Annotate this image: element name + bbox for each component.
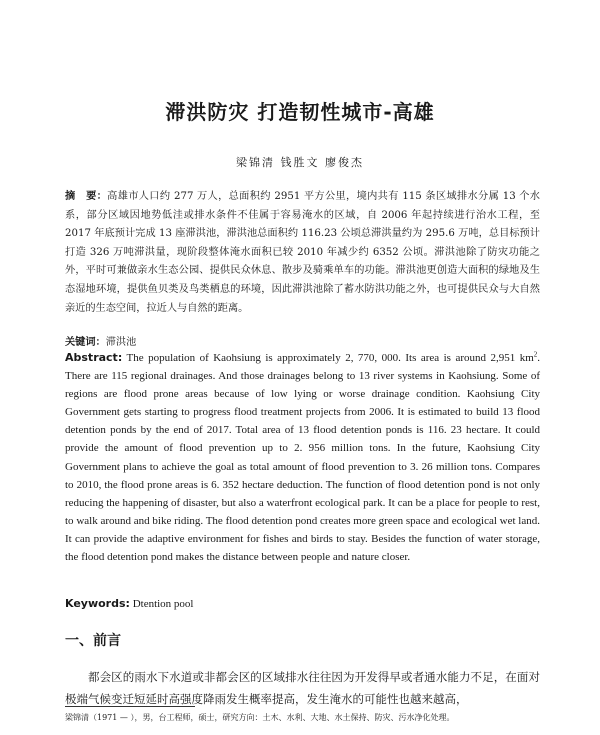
keywords-english-label: Keywords: <box>65 597 130 610</box>
keywords-chinese-label: 关键词： <box>65 337 106 348</box>
paper-title: 滞洪防灾 打造韧性城市-高雄 <box>165 100 435 124</box>
abstract-english-text-part1: The population of Kaohsiung is approximately 2, 770, 000. Its area is around 2,951 km <box>122 352 534 364</box>
keywords-chinese-text: 滞洪池 <box>105 337 137 348</box>
abstract-chinese-text: 高雄市人口约 277 万人，总面积约 2951 平方公里，境内共有 115 条区域排水分属 13 个水系，部分区域因地势低洼或排水条件不佳属于容易淹水的区域，自 2006 年起持续进行治水工程，至 2017 年底预计完成 13 座滞洪池，滞洪池总面积约 116.23 公顷总滞洪量约为 295.6 万吨，总目标预计打造 326 万吨滞洪量，现阶段整体淹水面积已较 2010 年减少约 6352 公顷。滞洪池除了防灾功能之外，平时可兼做亲水生态公园、提供民众休息、散步及骑乘单车的功能。滞洪池更创造大面积的绿地及生态湿地环境，提供鱼贝类及鸟类栖息的环境，因此滞洪池除了蓄水防洪功能之外，也可提供民众与大自然亲近的生态空间，拉近人与自然的距离。 <box>65 191 540 314</box>
abstract-english-text-part2: . There are 115 regional drainages. And those drainages belong to 13 river systems in Kaohsiung. Some of regions are flood prone areas because of low lying or worse drainage condition. Kaohsiung City Government gets starting to progress flood treatment projects from 2006. It is estimated to build 13 flood detention ponds by the end of 2017. Total area of 13 flood detention ponds is 116. 23 hectare. It could provide the amount of flood prevention up to 2. 956 million tons. In the future, Kaohsiung City Government plans to achieve the goal as total amount of flood prevention to 3. 26 million tons. Compares to 2010, the flood prone areas is 6. 352 hectare deduction. The function of flood detention pond is not only reducing the happening of disaster, but also a waterfront ecological park. It can be a place for people to rest, to walk around and bike riding. The flood detention pond creates more green space and ecological wet land. It can provide the adaptive environment for fishes and birds to stay. Besides the function of water storage, the flood detention pond makes the distance between people and nature closer. <box>65 352 540 564</box>
keywords-chinese <box>65 333 540 348</box>
abstract-chinese <box>65 188 540 318</box>
author-footnote: 梁锦清（1971 — ），男，台工程师，硕士，研究方向：土木、水利、大地、水土保持、防灾、污水净化处理。 <box>65 713 455 722</box>
author-list: 梁锦清 钱胜文 廖俊杰 <box>236 156 364 169</box>
abstract-english <box>65 349 540 566</box>
abstract-english-superscript: 2 <box>533 350 538 359</box>
abstract-english-label: Abstract: <box>65 351 123 364</box>
abstract-chinese-label: 摘 要： <box>65 191 108 202</box>
footnote-divider <box>65 706 195 707</box>
section-heading-introduction: 一、前言 <box>65 633 121 649</box>
keywords-english <box>65 597 540 610</box>
keywords-english-text: Dtention pool <box>129 598 194 610</box>
body-paragraph: 都会区的雨水下水道或非都会区的区域排水往往因为开发得早或者通水能力不足，在面对极端气候变迁短延时高强度降雨发生概率提高，发生淹水的可能性也越来越高， <box>65 670 540 706</box>
